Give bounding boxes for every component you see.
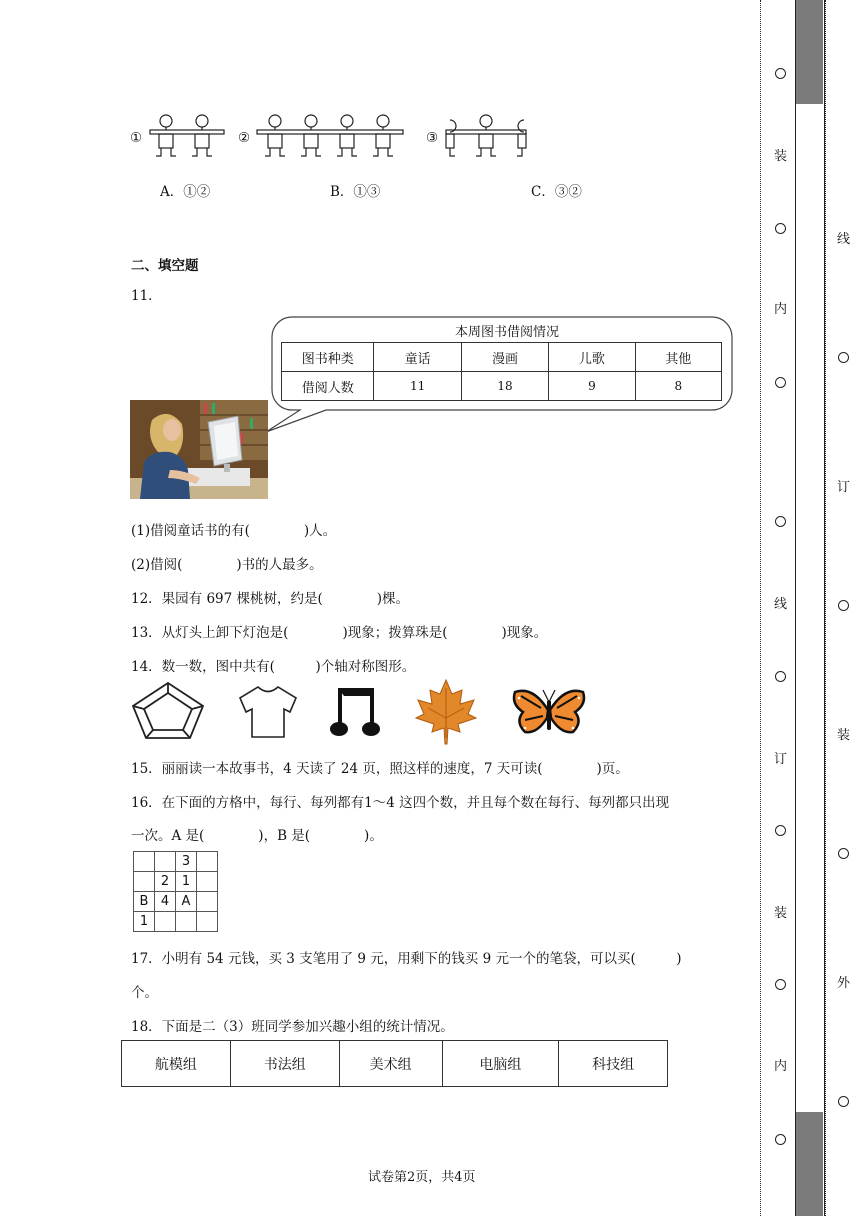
interest-group-table: [121, 1040, 668, 1087]
table-cell: 电脑组: [442, 1041, 559, 1087]
grid-cell: A: [176, 892, 197, 912]
library-photo: [130, 400, 268, 499]
figure-label-2: ②: [238, 130, 251, 146]
figure-label-3: ③: [426, 130, 439, 146]
table-cell: 8: [635, 372, 721, 401]
binding-column-frame: [795, 0, 825, 1216]
binding-hole: [775, 825, 786, 836]
table-header-cell: 其他: [635, 343, 721, 372]
library-borrow-table: [281, 342, 722, 401]
grid-cell: 1: [134, 912, 155, 932]
table-cell: 借阅人数: [282, 372, 374, 401]
binding-hole: [838, 352, 849, 363]
binding-hole: [838, 1096, 849, 1107]
table-row: [122, 1041, 668, 1087]
table-header-cell: 图书种类: [282, 343, 374, 372]
table-cell: 美术组: [339, 1041, 442, 1087]
question-17-line1: 17．小明有 54 元钱，买 3 支笔用了 9 元，用剩下的钱买 9 元一个的笔袋，可以买( ): [131, 951, 682, 967]
question-11-sub2: (2)借阅( )书的人最多。: [131, 557, 323, 573]
library-table-title: 本周图书借阅情况: [455, 325, 560, 340]
page-footer: 试卷第2页，共4页: [368, 1170, 476, 1185]
question-11-sub1: (1)借阅童话书的有( )人。: [131, 523, 337, 539]
grid-cell: 1: [176, 872, 197, 892]
table-header-cell: 儿歌: [549, 343, 635, 372]
binding-hole: [775, 223, 786, 234]
table-cell: 9: [549, 372, 635, 401]
question-17-line2: 个。: [131, 985, 158, 1001]
binding-label-inner: 订: [774, 752, 788, 767]
figure-3-children-holding-pole: [442, 112, 532, 168]
section-title: 二、填空题: [131, 258, 199, 274]
figure-1-children-holding-pole: [146, 112, 230, 164]
grid-cell: 3: [176, 852, 197, 872]
binding-hole: [838, 848, 849, 859]
binding-hole: [775, 979, 786, 990]
number-grid: [133, 851, 218, 932]
option-b: B．①③: [330, 184, 381, 200]
table-cell: 18: [461, 372, 548, 401]
question-16-line1: 16．在下面的方格中，每行、每列都有1～4 这四个数，并且每个数在每行、每列都只出现: [131, 795, 670, 811]
grid-cell: [197, 852, 218, 872]
question-11-number: 11．: [131, 288, 162, 304]
music-note-icon: [330, 684, 384, 740]
question-15: 15．丽丽读一本故事书，4 天读了 24 页，照这样的速度，7 天可读( )页。: [131, 761, 629, 777]
binding-hole: [775, 1134, 786, 1145]
binding-label-inner: 装: [774, 906, 788, 921]
binding-label-inner: 内: [774, 302, 788, 317]
table-cell: 航模组: [122, 1041, 231, 1087]
grid-cell: [134, 872, 155, 892]
table-header-cell: 童话: [374, 343, 461, 372]
tshirt-icon: [236, 684, 300, 740]
table-row: [282, 372, 722, 401]
binding-hole: [838, 600, 849, 611]
question-12: 12．果园有 697 棵桃树，约是( )棵。: [131, 591, 410, 607]
outer-dotted-line: [825, 0, 826, 1216]
question-13: 13．从灯头上卸下灯泡是( )现象；拨算珠是( )现象。: [131, 625, 548, 641]
binding-hole: [775, 377, 786, 388]
table-header-row: [282, 343, 722, 372]
grid-cell: B: [134, 892, 155, 912]
table-header-cell: 漫画: [461, 343, 548, 372]
binding-label-outer: 装: [837, 728, 851, 743]
grid-cell: [176, 912, 197, 932]
grid-row: [134, 852, 218, 872]
grid-cell: [155, 852, 176, 872]
binding-label-outer: 线: [837, 232, 851, 247]
option-c: C．③②: [531, 184, 582, 200]
question-18: 18．下面是二（3）班同学参加兴趣小组的统计情况。: [131, 1019, 454, 1035]
grid-cell: [197, 892, 218, 912]
maple-leaf-icon: [414, 678, 478, 746]
binding-gray-bar-bottom: [796, 1112, 823, 1216]
binding-label-inner: 内: [774, 1059, 788, 1074]
grid-cell: [197, 872, 218, 892]
table-cell: 书法组: [230, 1041, 339, 1087]
figure-label-1: ①: [130, 130, 143, 146]
binding-label-outer: 订: [837, 480, 851, 495]
binding-label-inner: 线: [774, 597, 788, 612]
grid-cell: [134, 852, 155, 872]
binding-label-inner: 装: [774, 149, 788, 164]
grid-row: [134, 872, 218, 892]
grid-row: [134, 892, 218, 912]
binding-hole: [775, 516, 786, 527]
grid-cell: [155, 912, 176, 932]
figure-2-children-holding-pole: [253, 112, 405, 164]
option-a: A．①②: [160, 184, 211, 200]
pentagon-frame-icon: [130, 680, 206, 740]
grid-cell: 4: [155, 892, 176, 912]
binding-label-outer: 外: [837, 976, 851, 991]
table-cell: 11: [374, 372, 461, 401]
butterfly-icon: [511, 686, 587, 738]
inner-dotted-line: [760, 0, 761, 1216]
question-16-line2: 一次。A 是( )，B 是( )。: [131, 828, 383, 844]
binding-hole: [775, 68, 786, 79]
question-14: 14．数一数，图中共有( )个轴对称图形。: [131, 659, 416, 675]
binding-hole: [775, 671, 786, 682]
grid-cell: [197, 912, 218, 932]
grid-row: [134, 912, 218, 932]
binding-gray-bar-top: [796, 0, 823, 104]
grid-cell: 2: [155, 872, 176, 892]
table-cell: 科技组: [559, 1041, 668, 1087]
